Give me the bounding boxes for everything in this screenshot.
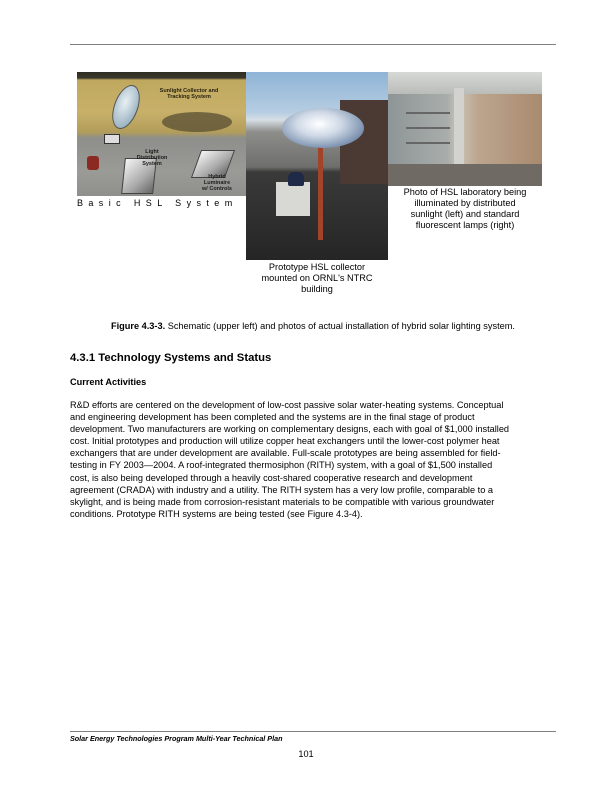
shelf xyxy=(406,112,450,114)
laboratory-photo xyxy=(388,72,542,186)
schematic-label-distribution xyxy=(132,149,172,167)
figure-caption xyxy=(70,321,556,331)
collector-photo xyxy=(246,72,388,260)
header-rule xyxy=(70,44,556,45)
light-distribution-box xyxy=(104,134,120,144)
caption-line: Prototype HSL collector xyxy=(268,262,366,272)
caption-line: sunlight (left) and standard xyxy=(410,209,520,219)
shelf xyxy=(406,127,450,129)
caption-line: building xyxy=(301,284,333,294)
paragraph-line: development. Two manufacturers are working on complementary designs, each with goal of $1,000 installed xyxy=(70,424,510,435)
sunlight-collector-dish xyxy=(107,81,145,132)
column xyxy=(454,88,464,168)
schematic-label-collector xyxy=(154,88,224,100)
paragraph-line: and engineering development has been completed and the systems are in the final stage of product xyxy=(70,412,475,423)
paragraph-line: cost. Initial prototypes and production will utilize copper heat exchangers until the lower-cost polymer heat xyxy=(70,436,500,447)
footer-title: Solar Energy Technologies Program Multi-Year Technical Plan xyxy=(70,734,283,743)
collector-caption xyxy=(246,262,388,295)
paragraph-line: cost, is also being developed through a heavily cost-shared cooperative research and development xyxy=(70,472,473,483)
label-line: w/ Controls xyxy=(202,186,232,192)
paragraph-line: skylight, and is being made from corrosion-resistant materials to be compatible with various groundwater xyxy=(70,496,495,507)
subsection-heading: Current Activities xyxy=(70,377,147,387)
shelf xyxy=(406,142,450,144)
section-heading: 4.3.1 Technology Systems and Status xyxy=(70,352,272,364)
figure-label: Figure 4.3-3. xyxy=(111,321,166,331)
label-line: Hybrid xyxy=(208,174,226,180)
floor xyxy=(388,164,542,186)
label-line: Light xyxy=(145,149,159,155)
schematic-label-luminaire xyxy=(192,174,242,192)
footer-rule xyxy=(70,731,556,732)
caption-line: illuminated by distributed xyxy=(414,198,516,208)
caption-line: fluorescent lamps (right) xyxy=(415,220,515,230)
label-line: Sunlight Collector and xyxy=(159,88,219,94)
paragraph-line: testing in FY 2003—2004. A roof-integrated thermosiphon (RITH) system, with a goal of $1,500 installed xyxy=(70,460,493,471)
lab-caption xyxy=(388,187,542,231)
ceiling xyxy=(388,72,542,94)
label-line: Distribution xyxy=(136,155,168,161)
page-number: 101 xyxy=(298,749,314,759)
schematic-caption: Basic HSL System xyxy=(77,198,238,208)
office-chair xyxy=(87,156,99,170)
collector-dish xyxy=(282,108,364,148)
body-paragraph xyxy=(70,399,556,520)
label-line: Tracking System xyxy=(167,94,211,100)
paragraph-line: agreement (CRADA) with industry and a utility. The RITH system has a very low profile, comparable to a xyxy=(70,484,493,495)
collector-base xyxy=(276,182,310,216)
collector-post xyxy=(318,146,323,240)
paragraph-line: exchangers that are under development are available. Full-scale prototypes are being assembled for field- xyxy=(70,448,501,459)
label-line: Luminaire xyxy=(203,180,231,186)
paragraph-line: conditions. Prototype RITH systems are being tested (see Figure 4.3-4). xyxy=(70,508,363,519)
hsl-schematic-image xyxy=(77,72,246,196)
technician xyxy=(288,172,304,186)
paragraph-line: R&D efforts are centered on the development of low-cost passive solar water-heating systems. Conceptual xyxy=(70,400,504,410)
dish-shadow xyxy=(162,112,232,132)
caption-line: mounted on ORNL's NTRC xyxy=(261,273,373,283)
label-line: System xyxy=(142,161,162,167)
figure-caption-text: Schematic (upper left) and photos of actual installation of hybrid solar lighting system. xyxy=(165,321,515,331)
caption-line: Photo of HSL laboratory being xyxy=(403,187,527,197)
